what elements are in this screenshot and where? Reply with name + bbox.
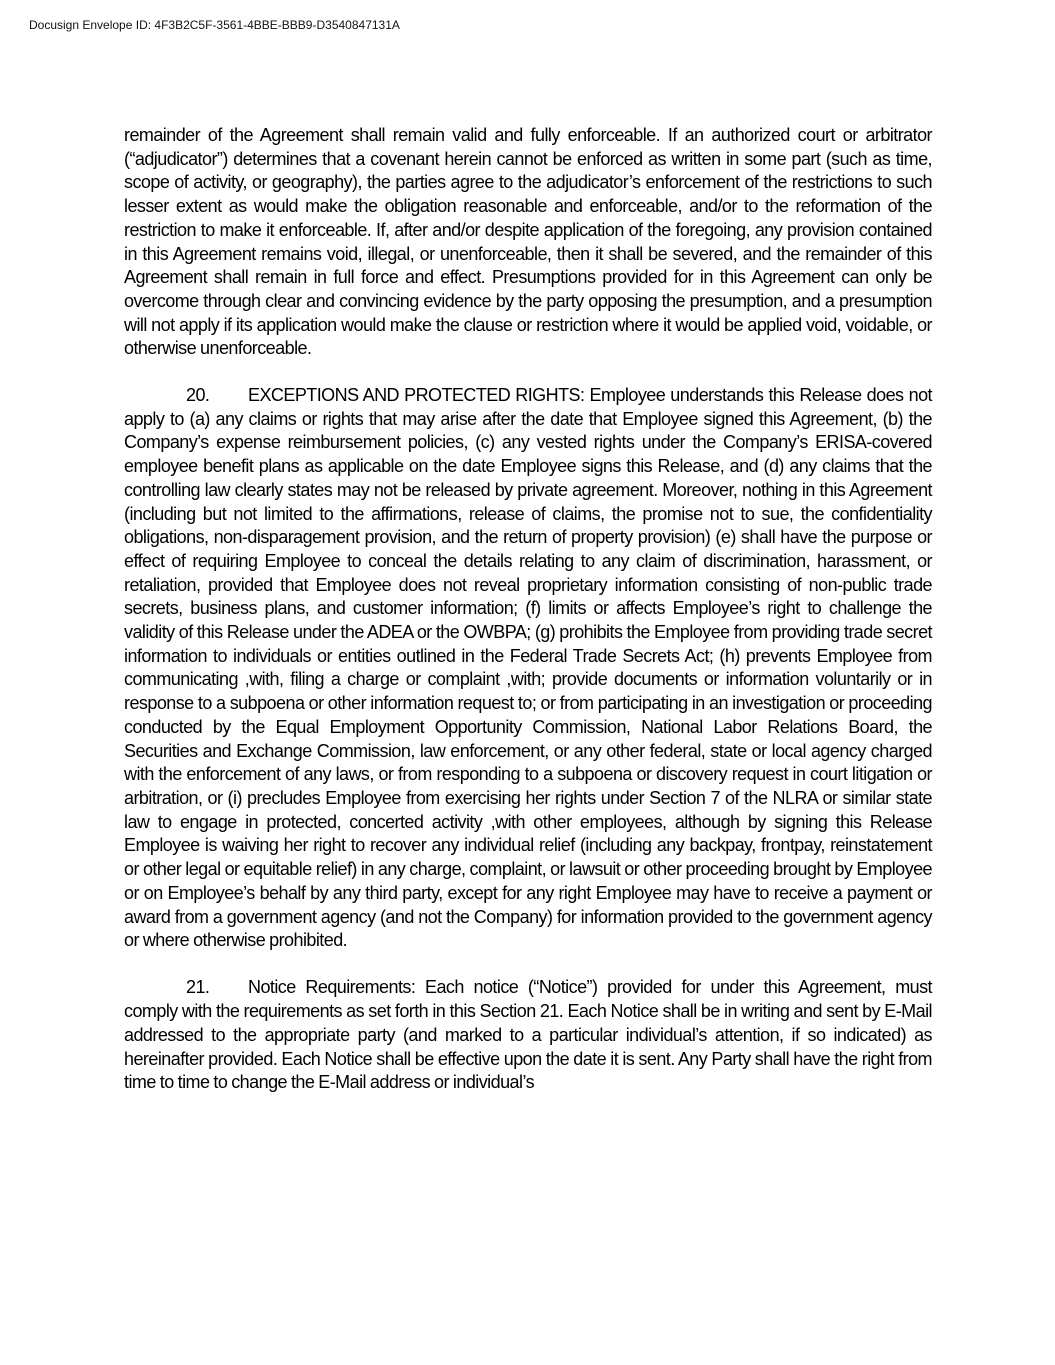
document-body — [124, 124, 932, 1118]
section-20-number: 20. — [186, 385, 210, 406]
section-21-number: 21. — [186, 977, 210, 998]
docusign-envelope-id: Docusign Envelope ID: 4F3B2C5F-3561-4BBE-BBB9-D3540847131A — [29, 18, 400, 32]
section-20-text: EXCEPTIONS AND PROTECTED RIGHTS: Employee understands this Release does not apply to (a) any claims or rights that may arise after the date that Employee signed this Agreement, (b) the Company’s expense reimbursement policies, (c) any vested rights under the Company’s ERISA-covered employee benefit plans as applicable on the date Employee signs this Release, and (d) any claims that the controlling law clearly states may not be released by private agreement. Moreover, nothing in this Agreement (including but not limited to the affirmations, release of claims, the promise not to sue, the confidentiality obligations, non-disparagement provision, and the return of property provision) (e) shall have the purpose or effect of requiring Employee to conceal the details relating to any claim of discrimination, harassment, or retaliation, provided that Employee does not reveal proprietary information consisting of non-public trade secrets, business plans, and customer information; (f) limits or affects Employee’s right to challenge the validity of this Release under the ADEA or the OWBPA; (g) prohibits the Employee from providing trade secret information to individuals or entities outlined in the Federal Trade Secrets Act; (h) prevents Employee from communicating ,with, filing a charge or complaint ,with; provide documents or information voluntarily or in response to a subpoena or other information request to; or from participating in an investigation or proceeding conducted by the Equal Employment Opportunity Commission, National Labor Relations Board, the Securities and Exchange Commission, law enforcement, or any other federal, state or local agency charged with the enforcement of any laws, or from responding to a subpoena or discovery request in court litigation or arbitration, or (i) precludes Employee from exercising her rights under Section 7 of the NLRA or similar state law to engage in protected, concerted activity ,with other employees, although by signing this Release Employee is waiving her right to recover any individual relief (including any backpay, frontpay, reinstatement or other legal or equitable relief) in any charge, complaint, or lawsuit or other proceeding brought by Employee or on Employee’s behalf by any third party, except for any right Employee may have to receive a payment or award from a government agency (and not the Company) for information provided to the government agency or where otherwise prohibited. — [124, 385, 932, 951]
section-21-notice-requirements — [124, 976, 932, 1095]
section-19-continuation: remainder of the Agreement shall remain valid and fully enforceable. If an authorized court or arbitrator (“adjudicator”) determines that a covenant herein cannot be enforced as written in some part (such as time, scope of activity, or geography), the parties agree to the adjudicator’s enforcement of the restrictions to such lesser extent as would make the obligation reasonable and enforceable, and/or to the reformation of the restriction to make it enforceable. If, after and/or despite application of the foregoing, any provision contained in this Agreement remains void, illegal, or unenforceable, then it shall be severed, and the remainder of this Agreement shall remain in full force and effect. Presumptions provided for in this Agreement can only be overcome through clear and convincing evidence by the party opposing the presumption, and a presumption will not apply if its application would make the clause or restriction where it would be applied void, voidable, or otherwise unenforceable. — [124, 125, 932, 359]
section-20-exceptions-and-protected-rights — [124, 384, 932, 953]
section-21-text: Notice Requirements: Each notice (“Notice”) provided for under this Agreement, must comply with the requirements as set forth in this Section 21. Each Notice shall be in writing and sent by E-Mail addressed to the appropriate party (and marked to a particular individual’s attention, if so indicated) as hereinafter provided. Each Notice shall be effective upon the date it is sent. Any Party shall have the right from time to time to change the E-Mail address or individual’s — [124, 977, 932, 1093]
